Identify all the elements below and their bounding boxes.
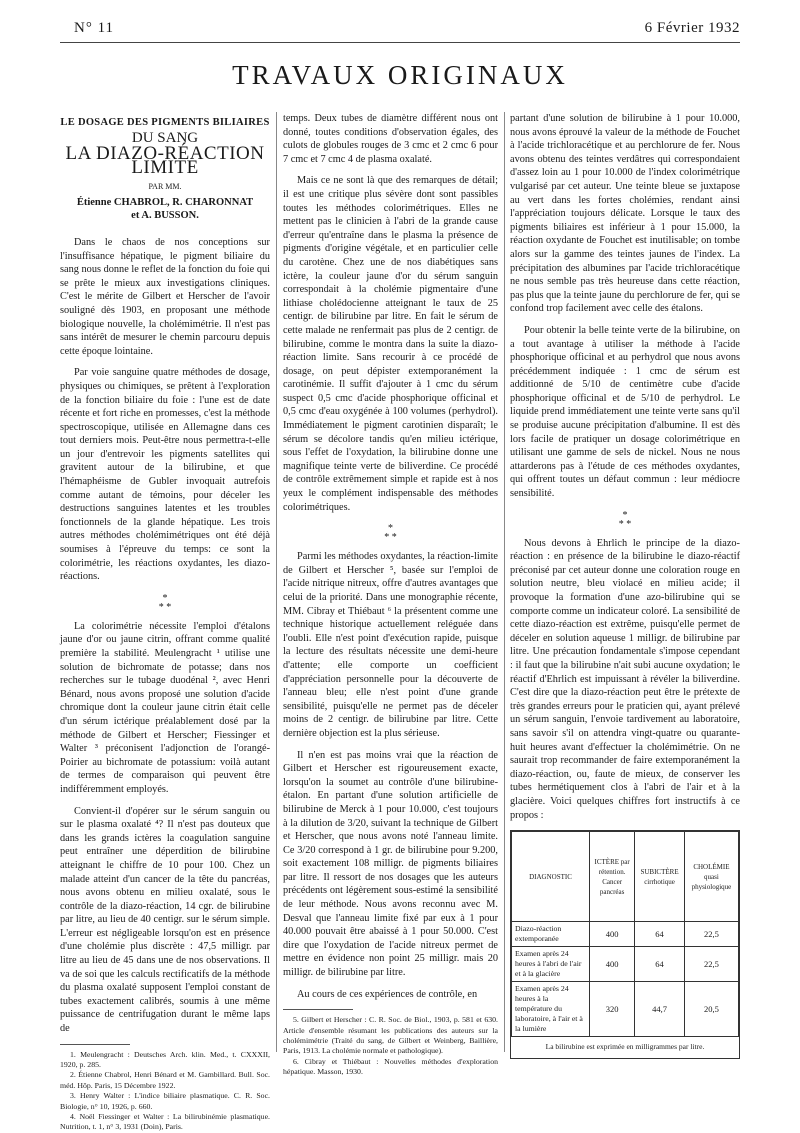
table-cell: 22,5 <box>684 922 738 947</box>
authors-line-2: et A. BUSSON. <box>131 209 199 221</box>
paragraph: Parmi les méthodes oxydantes, la réaction-limite de Gilbert et Herscher ⁵, basée sur l'emploi de l'acide nitrique nitreux, offre d'autres avantages que celui de la priorité. Dans une monographie récente, MM. Cibray et Thiébaut ⁶ la présentent comme une technique historique actuellement reléguée dans l'oubli. Elle n'est point d'exécution rapide, puisque la lecture des résultats nécessite une demi-heure d'attente; elle comporte un coefficient d'appréciation personnelle pour la découverte de l'anneau bleu; elle n'est point d'une grande sensibilité, puisqu'elle ne permet pas de déceler moins de 2 centigr. de bilirubine par litre. Cette dernière objection est la plus sérieuse. <box>283 551 498 739</box>
paragraph: Par voie sanguine quatre méthodes de dosage, physiques ou chimiques, se prêtent à l'exploration de la fonction biliaire du foie : l'une est de date récente et fort riche en promesses, c'est la méthode spectroscopique, utilisée en Allemagne dans ces tout derniers mois. Peut-être nous permettra-t-elle un jour d'entrevoir les pigments satellites qui gravitent autour de la bilirubine, et que l'hémaphéisme de Gubler invoquait autrefois comme autant de témoins, pour déceler les destructions sanguines latentes et les troubles fonctionnels de la glande hépatique. Les trois autres méthodes cholémimétriques ont été déjà soumises à l'épreuve du temps: ce sont la colorimétrie, les réactions oxydantes, les diazo-réactions. <box>60 367 270 583</box>
section-stars: * * * <box>618 509 632 530</box>
footnote: 1. Meulengracht : Deutsches Arch. klin. Med., t. CXXXII, 1920, p. 285. <box>60 1049 270 1070</box>
table-cell: 400 <box>590 947 635 982</box>
footnote: 5. Gilbert et Herscher : C. R. Soc. de Biol., 1903, p. 581 et 630. Article d'ensemble résumant les publications des auteurs sur la cholémimétrie (Traité du sang, de Gilbert et Weinberg, Baillière, Paris, 1913. La cholémie normale et pathologique). <box>283 1015 498 1056</box>
paragraph: Pour obtenir la belle teinte verte de la bilirubine, on a tout avantage à utiliser la méthode à l'acide phosphorique officinal et au perhydrol que nous avons précédemment indiquée : 1 cmc de sérum est additionné de 5/10 de centimètre cube d'acide phosphorique officinal et de 5/10 de perhydrol. Le liquide prend immédiatement une teinte verte sans qu'il se produise aucune précipitation d'albumine. Il est dès lors facile de pratiquer un dosage colorimétrique en utilisant une gamme de sels de nickel. Nous ne nous attarderons pas à l'étude de ces méthodes oxydantes, qui offrent toutes un défaut commun : leur médiocre sensibilité. <box>510 324 740 500</box>
column-divider <box>276 112 277 1052</box>
table-cell: 400 <box>590 922 635 947</box>
table-header: ICTÈRE par rétention. Cancer pancréas <box>590 832 635 922</box>
paragraph: partant d'une solution de bilirubine à 1 pour 10.000, nous avons éprouvé la valeur de la méthode de Fouchet à l'acide trichloracétique et au perchlorure de fer. Nous avons obtenu des teintes verdâtres qui correspondaient d'assez loin au 1 pour 10.000 de l'index colorimétrique vulgarisé par cet auteur. Une teinte bleue se juxtapose au vert dans les fortes cholémies, rendant ainsi l'appréciation toujours délicate. Lorsque le taux des pigments biliaires est inférieur à 1 pour 15.000, la réaction oxydante de Fouchet est inutilisable; on tombe alors sur la gamme des teintes jaunes de l'index. La précipitation des albumines par l'acide trichloracétique ne nous semble pas très heureuse dans cette réaction, pas plus que la teinte jaune du perchlorure de fer, qui se confond trop facilement avec celle des étalons. <box>510 113 740 315</box>
table-cell: 22,5 <box>684 947 738 982</box>
footnote-rule <box>60 1044 130 1045</box>
article-kicker: LE DOSAGE DES PIGMENTS BILIAIRES <box>60 117 270 128</box>
results-table <box>511 831 739 1037</box>
section-stars: * * * <box>158 592 172 613</box>
paragraph: Dans le chaos de nos conceptions sur l'insuffisance hépatique, le pigment biliaire du sang nous donne le reflet de la fonction du foie qui se prête le mieux aux investigations cliniques. C'est le mérite de Gilbert et Herscher de l'avoir souligné dès 1903, en proposant une méthode biologique nouvelle, la cholémimétrie. Il n'est pas sans intérêt de mesurer le chemin parcouru depuis cette époque lointaine. <box>60 236 270 357</box>
footnote: 6. Cibray et Thiébaut : Nouvelles méthodes d'exploration hépatique. Masson, 1930. <box>283 1056 498 1077</box>
footnote: 4. Noël Fiessinger et Walter : La bilirubinémie plasmatique. Nutrition, t. 1, n° 3, 1931 (Doin), Paris. <box>60 1112 270 1132</box>
column-3 <box>510 112 740 1059</box>
paragraph: Il n'en est pas moins vrai que la réaction de Gilbert et Herscher est rigoureusement exacte, lorsqu'on la soumet au contrôle d'une bilirubine-étalon. En partant d'une solution artificielle de bilirubine de Merck à 1 pour 10.000, c'est toujours à la dilution de 3/20, suivant la technique de Gilbert et Herscher, que nous avons noté l'anneau limite. Ce 3/20 correspond à 1 gr. de bilirubine pour 9.200, soit exactement 108 milligr. de pigments biliaires par litre. Il ressort de nos dosages que les auteurs précédents ont légèrement sous-estimé la sensibilité de leur méthode. Nous avons reconnu avec M. Desval que l'anneau limite fixé par eux à 1 pour 40.000 pouvait être abaissé à 1 pour 50.000. C'est dire que l'oxydation de l'acide nitreux permet de mettre en évidence non point 25 milligr. mais 20 milligr. de bilirubine par litre. <box>283 749 498 979</box>
footnote: 2. Étienne Chabrol, Henri Bénard et M. Gambillard. Bull. Soc. méd. Hôp. Paris, 15 Décembre 1922. <box>60 1070 270 1090</box>
column-divider <box>504 112 505 1052</box>
header-rule <box>60 42 740 43</box>
table-cell: 44,7 <box>635 982 685 1037</box>
row-label: Diazo-réaction extemporanée <box>512 922 590 947</box>
article-authors <box>60 196 270 222</box>
table-row <box>512 947 739 982</box>
article-subtitle: DU SANG <box>131 129 199 146</box>
row-label: Examen après 24 heures à l'abri de l'air et à la glacière <box>512 947 590 982</box>
table-cell: 20,5 <box>684 982 738 1037</box>
issue-date: 6 Février 1932 <box>644 20 740 36</box>
table-header: SUBICTÈRE cirrhotique <box>635 832 685 922</box>
paragraph: La colorimétrie nécessite l'emploi d'étalons jaune d'or ou jaune citrin, offrant comme qualité première la stabilité. Meulengracht ¹ utilise une solution de bichromate de potasse; dans nos recherches sur le tubage duodénal ², avec Henri Bénard, nous avons proposé une solution d'acide chromique dont la couleur jaune citrin était celle d'un sérum ictérique préalablement dosé par la méthode de Gilbert et Herscher; Fiessinger et Walter ³ préconisent l'adjonction de l'orangé-Poirier au bichromate de potassium: voilà autant de termes de comparaison qui peuvent être indifféremment employés. <box>60 620 270 795</box>
table-row <box>512 982 739 1037</box>
paragraph: Au cours de ces expériences de contrôle, en <box>297 988 478 1000</box>
table-header: CHOLÉMIE quasi physiologique <box>684 832 738 922</box>
table-header: DIAGNOSTIC <box>512 832 590 922</box>
section-title: TRAVAUX ORIGINAUX <box>232 60 568 90</box>
table-note: La bilirubine est exprimée en milligrammes par litre. <box>545 1042 705 1052</box>
article-par: PAR MM. <box>148 182 182 192</box>
row-label: Examen après 24 heures à la température du laboratoire, à l'air et à la lumière <box>512 982 590 1037</box>
table-cell: 320 <box>590 982 635 1037</box>
column-1 <box>60 112 270 1133</box>
authors-line-1: Étienne CHABROL, R. CHARONNAT <box>76 196 254 208</box>
paragraph: Mais ce ne sont là que des remarques de détail; il est une critique plus sévère dont sont passibles toutes les méthodes colorimétriques. Elles ne mettent pas le clinicien à l'abri de la grande cause d'erreur qu'entraîne dans le plasma la présence de pigments d'origine végétale, et en particulier celle du carotène. Chez une de nos diabétiques sans ictère, la couleur jaune d'or du sérum sanguin correspondait à la cholémie pigmentaire d'une lithiase cholédocienne atteignant le taux de 25 centigr. de bilirubine par litre. En fait le sérum de cette malade ne renfermait pas plus de 2 centigr. de bilirubine, comme le montra dans la suite la diazo-réaction limite. Sans recourir à ce procédé de dosage, on peut dépister extemporanément la carotinémie. Il suffit d'ajouter à 1 cmc du sérum suspect 0,5 cmc d'acide phosphorique officinal et 0,5 cmc d'eau oxygénée à 100 volumes (perhydrol). Immédiatement le pigment carotinien disparaît; le sérum se décolore tandis qu'en milieu ictérique, sous l'effet de l'oxydation, la bilirubine donne une magnifique teinte verte de biliverdine. Ce procédé de contrôle extrêmement simple et rapide est à nos yeux le complément indispensable des méthodes colorimétriques. <box>283 175 498 513</box>
paragraph: Nous devons à Ehrlich le principe de la diazo-réaction : en présence de la bilirubine le diazo-réactif préconisé par cet auteur donne une coloration rouge en solution neutre, bleu violacé en milieu acide; il provoque la formation d'une azo-bilirubine qui se comporte comme un indicateur coloré. La sensibilité de cette diazo-réaction est extrême, puisqu'elle permet de déceler en solution aqueuse 1 milligr. de bilirubine par litre. Une précaution fondamentale s'impose cependant : il faut que la bilirubine n'ait subi aucune oxydation; le réactif d'Ehrlich est impuissant à révéler la biliverdine. C'est dire que la diazo-réaction peut être le prétexte de très grandes erreurs pour le praticien qui, ayant prélevé un sérum sanguin, l'envoie tardivement au laboratoire, sans savoir s'il on attendra vingt-quatre ou quarante-huit heures avant d'effectuer la cholémimétrie. On ne saurait trop recommander de faire extemporanément la diazo-réaction, ou, faute de mieux, de conserver les tubes hermétiquement clos à l'abri de l'air et à la glacière. Voici quelques chiffres fort instructifs à ce propos : <box>510 537 740 821</box>
table-header-row <box>512 832 739 922</box>
table-cell: 64 <box>635 947 685 982</box>
paragraph: Convient-il d'opérer sur le sérum sanguin ou sur le plasma oxalaté ⁴? Il n'est pas douteux que dans les grands ictères la coagulation sanguine peut entraîner une déperdition de bilirubine atteignant le chiffre de 10 pour 100. Chez un malade atteint d'un cancer de la tête du pancréas, nous avons obtenu en milieu oxalaté, sous le contrôle de la diazo-réaction, 14 cgr. de bilirubine par litre, au lieu de 40 centigr. sur le sérum simple. L'erreur est négligeable lorsqu'on est en présence d'une cholémie plus discrète : 47,5 milligr. par litre au lieu de 45 dans une de nos observations. Il va de soi que les calculs rectificatifs de la méthode du plasma oxalaté supposent l'emploi constant de tubes exactement calibrés, soumis à une même puissance de centrifugation durant le même laps de <box>60 805 270 1035</box>
article-title: LA DIAZO-RÉACTION LIMITE <box>65 143 265 178</box>
table-row <box>512 922 739 947</box>
section-stars: * * * <box>384 523 397 544</box>
issue-number: N° 11 <box>74 20 115 36</box>
footnote: 3. Henry Walter : L'indice biliaire plasmatique. C. R. Soc. Biologie, n° 10, 1926, p. 660. <box>60 1091 270 1111</box>
results-table-frame <box>510 830 740 1059</box>
table-cell: 64 <box>635 922 685 947</box>
footnote-rule <box>283 1009 353 1010</box>
column-2 <box>283 112 498 1078</box>
paragraph: temps. Deux tubes de diamètre différent nous ont donné, toutes conditions d'observation égales, des culots de globules rouges de 3 cmc et 2 cmc 6 pour 7 cmc et 7 cmc 4 de plasma oxalaté. <box>283 113 498 165</box>
